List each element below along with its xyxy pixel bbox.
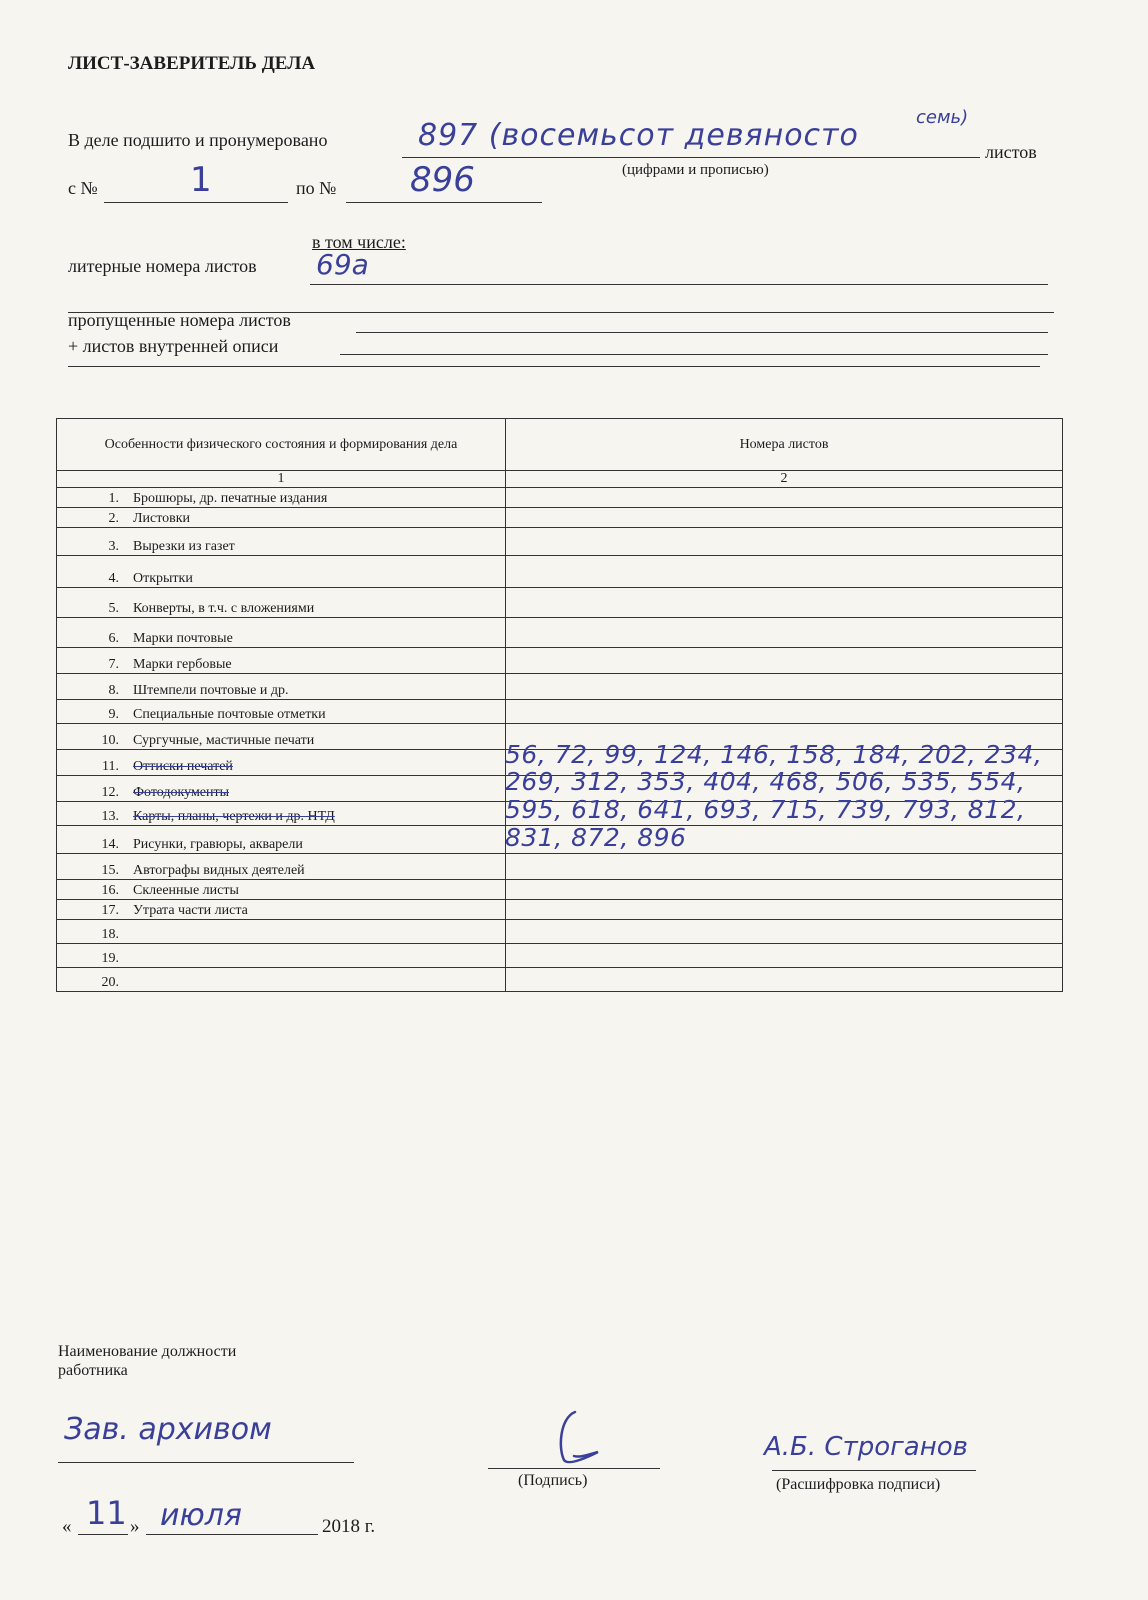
date-close-quote: » — [130, 1516, 140, 1537]
row-sheet-numbers-cell — [506, 674, 1063, 700]
row-feature-cell — [57, 648, 506, 674]
row-sheet-numbers-cell — [506, 700, 1063, 724]
table-row — [57, 508, 1063, 528]
row-feature-text: Брошюры, др. печатные издания — [133, 491, 328, 506]
row-feature-cell — [57, 700, 506, 724]
missing-label: пропущенные номера листов — [68, 310, 291, 330]
row-sheet-numbers-cell — [506, 588, 1063, 618]
row-number: 9. — [108, 707, 119, 722]
table-row — [57, 674, 1063, 700]
to-value-handwritten: 896 — [410, 160, 475, 200]
sheets-suffix: листов — [985, 142, 1037, 162]
table-row — [57, 944, 1063, 968]
literal-label: литерные номера листов — [68, 256, 257, 276]
row-feature-cell — [57, 488, 506, 508]
table-row — [57, 920, 1063, 944]
row-number: 3. — [108, 539, 119, 554]
missing-underline — [356, 332, 1048, 333]
row-feature-text: Листовки — [133, 511, 191, 526]
row-sheet-numbers-cell — [506, 488, 1063, 508]
row-sheet-numbers-cell — [506, 968, 1063, 992]
row-sheet-numbers-cell — [506, 618, 1063, 648]
position-value-handwritten: Зав. архивом — [64, 1412, 272, 1447]
row-feature-cell — [57, 588, 506, 618]
row-feature-cell — [57, 618, 506, 648]
from-label: с № — [68, 178, 98, 198]
to-underline — [346, 202, 542, 203]
row-feature-cell — [57, 802, 506, 826]
row-feature-cell — [57, 920, 506, 944]
date-month-handwritten: июля — [160, 1498, 242, 1533]
date-day-handwritten: 11 — [86, 1494, 127, 1532]
pages-handwritten-line-4: 831, 872, 896 — [505, 823, 687, 852]
row-feature-cell — [57, 880, 506, 900]
row-sheet-numbers-cell — [506, 920, 1063, 944]
row-feature-text: Специальные почтовые отметки — [133, 707, 326, 722]
row-feature-text: Штемпели почтовые и др. — [133, 683, 289, 698]
row-number: 15. — [101, 863, 119, 878]
row-feature-text: Сургучные, мастичные печати — [133, 733, 315, 748]
row-feature-cell — [57, 528, 506, 556]
row-number: 12. — [101, 785, 119, 800]
to-label: по № — [296, 178, 337, 198]
row-number: 11. — [102, 759, 119, 774]
pages-handwritten-line-1: 56, 72, 99, 124, 146, 158, 184, 202, 234, — [505, 740, 1043, 769]
inner-underline — [340, 354, 1048, 355]
pages-handwritten-line-2: 269, 312, 353, 404, 468, 506, 535, 554, — [505, 767, 1026, 796]
position-label-1: Наименование должности — [58, 1343, 237, 1360]
row-number: 7. — [108, 657, 119, 672]
row-feature-cell — [57, 854, 506, 880]
literal-underline — [310, 284, 1048, 285]
table-row — [57, 700, 1063, 724]
row-sheet-numbers-cell — [506, 880, 1063, 900]
row-number: 14. — [101, 837, 119, 852]
including-label: в том числе: — [312, 232, 406, 252]
sewn-label: В деле подшито и пронумеровано — [68, 130, 328, 150]
literal-value-handwritten: 69а — [316, 248, 369, 281]
table-row — [57, 618, 1063, 648]
table-header-sheet-numbers: Номера листов — [506, 419, 1063, 471]
row-feature-cell — [57, 900, 506, 920]
row-feature-text: Оттиски печатей — [133, 759, 233, 774]
inner-label: + листов внутренней описи — [68, 336, 279, 356]
row-feature-text: Марки почтовые — [133, 631, 233, 646]
row-feature-text: Рисунки, гравюры, акварели — [133, 837, 303, 852]
table-row — [57, 556, 1063, 588]
position-label-2: работника — [58, 1362, 128, 1379]
row-number: 19. — [101, 951, 119, 966]
from-underline — [104, 202, 288, 203]
page-title: ЛИСТ-ЗАВЕРИТЕЛЬ ДЕЛА — [68, 53, 316, 74]
row-sheet-numbers-cell — [506, 900, 1063, 920]
decode-value-handwritten: А.Б. Строганов — [764, 1432, 968, 1462]
inner-underline-2 — [68, 366, 1040, 367]
date-year: 2018 г. — [322, 1516, 376, 1537]
table-row — [57, 528, 1063, 556]
table-row — [57, 588, 1063, 618]
sewn-count-handwritten-above: семь) — [916, 107, 969, 128]
row-sheet-numbers-cell — [506, 528, 1063, 556]
row-sheet-numbers-cell — [506, 556, 1063, 588]
row-sheet-numbers-cell — [506, 854, 1063, 880]
row-number: 2. — [108, 511, 119, 526]
digits-words-hint: (цифрами и прописью) — [622, 162, 769, 178]
table-colnum-1: 1 — [57, 471, 506, 488]
row-feature-cell — [57, 776, 506, 802]
table-row — [57, 900, 1063, 920]
row-sheet-numbers-cell — [506, 944, 1063, 968]
row-number: 17. — [101, 903, 119, 918]
row-feature-cell — [57, 508, 506, 528]
pages-handwritten-line-3: 595, 618, 641, 693, 715, 739, 793, 812, — [505, 795, 1026, 824]
row-feature-cell — [57, 944, 506, 968]
row-number: 6. — [108, 631, 119, 646]
row-number: 1. — [108, 491, 119, 506]
row-feature-text: Карты, планы, чертежи и др. НТД — [133, 809, 335, 824]
row-feature-text: Марки гербовые — [133, 657, 232, 672]
table-row — [57, 854, 1063, 880]
row-feature-text: Склеенные листы — [133, 883, 239, 898]
row-feature-cell — [57, 968, 506, 992]
row-feature-cell — [57, 674, 506, 700]
row-feature-cell — [57, 724, 506, 750]
row-number: 5. — [108, 601, 119, 616]
sewn-underline — [402, 157, 980, 158]
row-feature-cell — [57, 826, 506, 854]
sewn-count-handwritten: 897 (восемьсот девяносто — [418, 118, 859, 153]
date-month-underline — [146, 1534, 318, 1535]
row-feature-cell — [57, 556, 506, 588]
row-number: 13. — [101, 809, 119, 824]
table-row — [57, 968, 1063, 992]
from-value-handwritten: 1 — [190, 160, 212, 200]
table-colnum-2: 2 — [506, 471, 1063, 488]
table-header-features: Особенности физического состояния и формирования дела — [57, 419, 506, 471]
table-row — [57, 880, 1063, 900]
row-sheet-numbers-cell — [506, 648, 1063, 674]
table-row — [57, 648, 1063, 674]
table-row — [57, 488, 1063, 508]
signature-underline — [488, 1468, 660, 1469]
row-feature-text: Утрата части листа — [133, 903, 248, 918]
row-number: 20. — [101, 975, 119, 990]
row-feature-text: Фотодокументы — [133, 785, 230, 800]
position-underline — [58, 1462, 354, 1463]
condition-table — [56, 418, 1063, 992]
decode-label: (Расшифровка подписи) — [776, 1476, 941, 1493]
row-feature-cell — [57, 750, 506, 776]
row-number: 10. — [101, 733, 119, 748]
row-number: 4. — [108, 571, 119, 586]
date-day-underline — [78, 1534, 128, 1535]
row-number: 18. — [101, 927, 119, 942]
row-feature-text: Автографы видных деятелей — [133, 863, 305, 878]
decode-underline — [772, 1470, 976, 1471]
row-feature-text: Открытки — [133, 571, 193, 586]
signature-label: (Подпись) — [518, 1472, 588, 1489]
row-number: 16. — [101, 883, 119, 898]
row-sheet-numbers-cell — [506, 508, 1063, 528]
date-open-quote: « — [62, 1516, 72, 1537]
row-number: 8. — [108, 683, 119, 698]
row-feature-text: Конверты, в т.ч. с вложениями — [133, 601, 315, 616]
signature-mark — [530, 1408, 620, 1473]
row-feature-text: Вырезки из газет — [133, 539, 235, 554]
